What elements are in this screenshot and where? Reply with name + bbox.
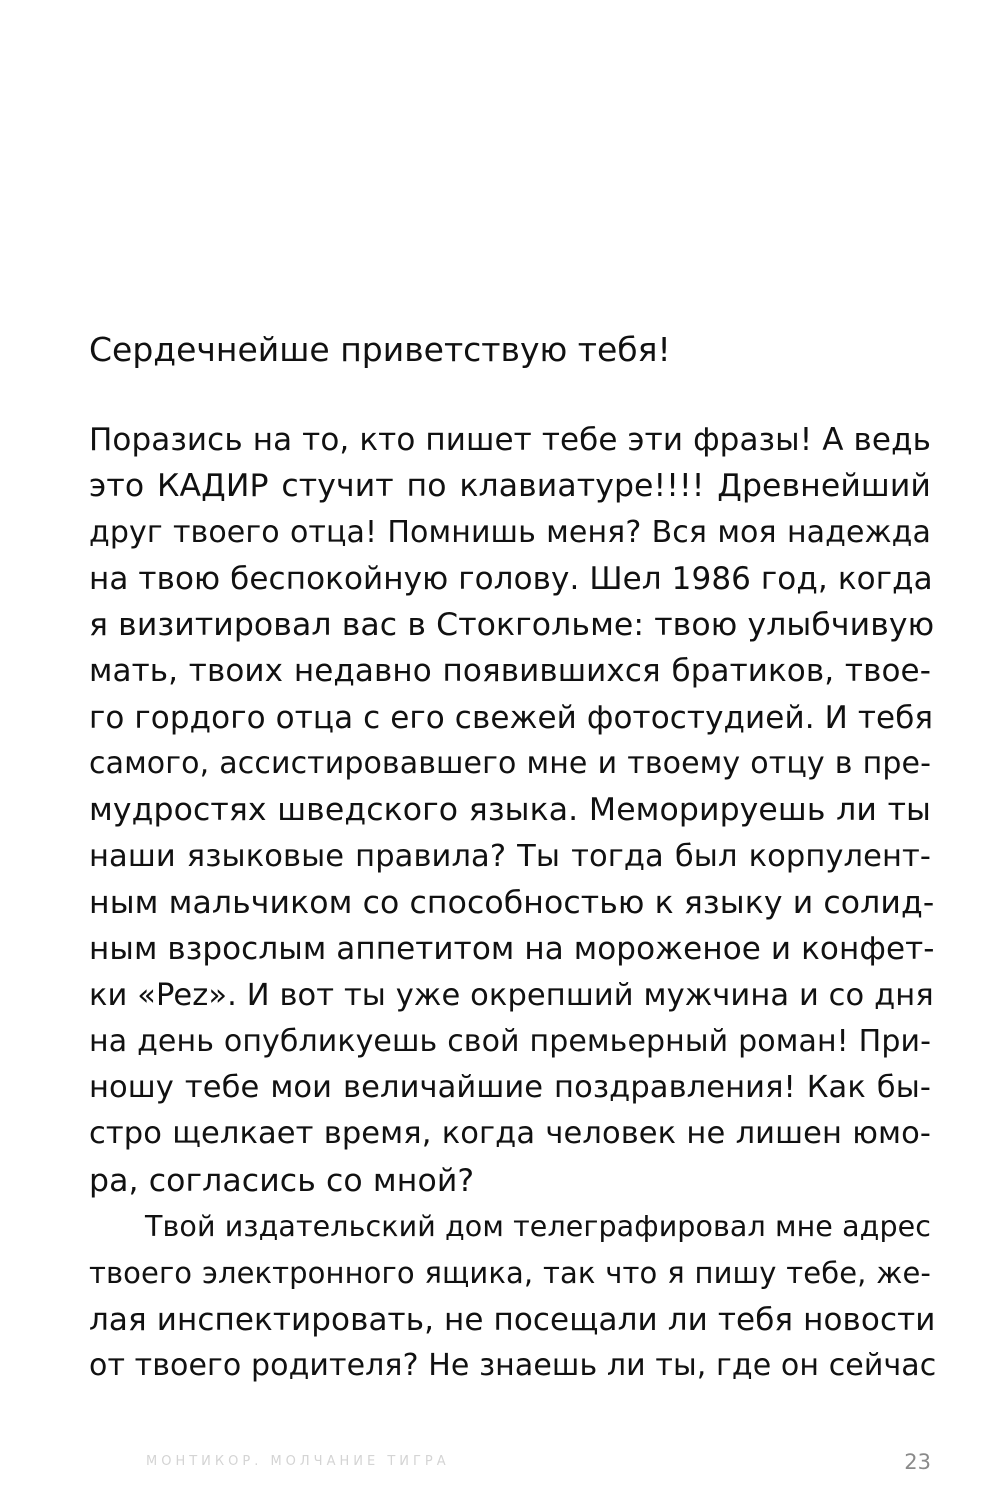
text-line: это КАДИР стучит по клавиатуре!!!! Древнейший bbox=[89, 468, 931, 505]
text-line: ным взрослым аппетитом на мороженое и конфет- bbox=[89, 931, 935, 968]
text-line: мать, твоих недавно появившихся братиков, твое- bbox=[89, 653, 931, 690]
page-footer bbox=[146, 1450, 931, 1480]
page-number: 23 bbox=[904, 1450, 931, 1474]
text-line: на день опубликуешь свой премьерный роман! При- bbox=[89, 1023, 931, 1059]
text-line: ки «Pez». И вот ты уже окрепший мужчина и со дня bbox=[89, 977, 934, 1013]
text-line: от твоего родителя? Не знаешь ли ты, где он сейчас bbox=[89, 1347, 937, 1383]
text-line: стро щелкает время, когда человек не лишен юмо- bbox=[89, 1116, 931, 1152]
running-title: МОНТИКОР. МОЛЧАНИЕ ТИГРА bbox=[146, 1454, 450, 1469]
text-line: Поразись на то, кто пишет тебе эти фразы! А ведь bbox=[89, 422, 931, 458]
text-line: мудростях шведского языка. Меморируешь ли ты bbox=[89, 792, 931, 829]
text-line: ра, согласись со мной? bbox=[89, 1162, 475, 1199]
text-line: ным мальчиком со способностью к языку и солид- bbox=[89, 884, 935, 921]
text-line: я визитировал вас в Стокгольме: твою улыбчивую bbox=[89, 607, 935, 644]
text-line: твоего электронного ящика, так что я пишу тебе, же- bbox=[89, 1256, 931, 1291]
text-line: го гордого отца с его свежей фотостудией. И тебя bbox=[89, 699, 934, 736]
text-line: лая инспектировать, не посещали ли тебя новости bbox=[89, 1301, 936, 1338]
text-line: ношу тебе мои величайшие поздравления! Как бы- bbox=[89, 1070, 931, 1106]
text-line: наши языковые правила? Ты тогда был корпулент- bbox=[89, 838, 931, 874]
letter-greeting: Сердечнейше приветствую тебя! bbox=[89, 330, 671, 369]
letter-body bbox=[89, 417, 937, 1389]
text-line-paragraph-start: Твой издательский дом телеграфировал мне адрес bbox=[145, 1210, 932, 1244]
text-line: друг твоего отца! Помнишь меня? Вся моя надежда bbox=[89, 514, 931, 550]
text-line: на твою беспокойную голову. Шел 1986 год, когда bbox=[89, 560, 933, 597]
text-line: самого, ассистировавшего мне и твоему отцу в пре- bbox=[89, 746, 931, 782]
